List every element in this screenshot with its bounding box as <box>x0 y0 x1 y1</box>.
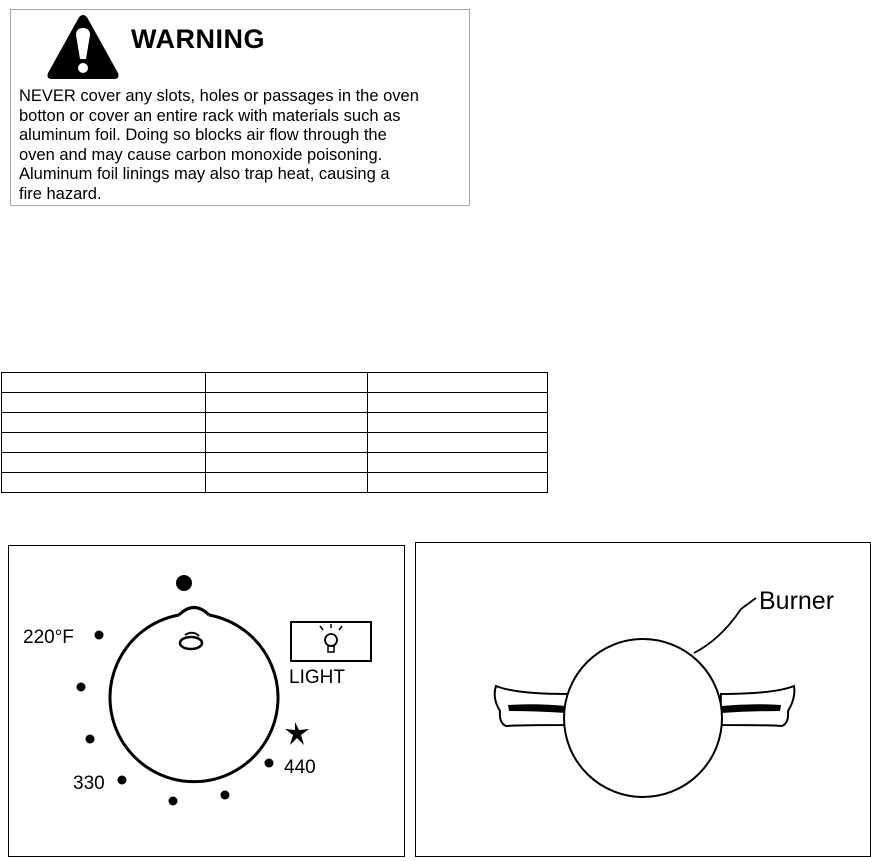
temp-mark <box>95 631 104 640</box>
table-row <box>2 373 548 393</box>
light-bulb-icon <box>320 624 342 652</box>
warning-notice <box>10 9 470 206</box>
temp-label-low: 220°F <box>23 627 74 648</box>
warning-line: aluminum foil. Doing so blocks air flow through the <box>19 126 387 144</box>
temp-mark <box>221 791 230 800</box>
burner-wing-left <box>495 686 568 726</box>
warning-title: WARNING <box>131 24 265 54</box>
burner-circle <box>564 639 722 797</box>
light-label: LIGHT <box>289 667 345 688</box>
knob-pointer-icon <box>180 637 202 649</box>
table-row <box>2 473 548 493</box>
off-position-dot <box>176 575 192 591</box>
table-row <box>2 393 548 413</box>
exclamation-triangle-icon <box>45 13 121 81</box>
blank-table <box>1 372 548 493</box>
warning-text <box>19 87 465 204</box>
temp-label-high: 440 <box>284 757 316 778</box>
temp-mark <box>169 797 178 806</box>
warning-line: fire hazard. <box>19 184 102 203</box>
broil-star-icon <box>285 722 309 745</box>
table-row <box>2 453 548 473</box>
temp-label-mid: 330 <box>73 773 105 794</box>
table-row <box>2 413 548 433</box>
warning-line: NEVER cover any slots, holes or passages in the oven <box>19 87 419 105</box>
warning-line: botton or cover an entire rack with materials such as <box>19 106 401 125</box>
temp-mark <box>86 735 95 744</box>
burner-diagram <box>415 542 871 857</box>
table-row <box>2 433 548 453</box>
temp-mark <box>77 683 86 692</box>
burner-wing-right <box>720 686 794 726</box>
warning-line: oven and may cause carbon monoxide poisoning. <box>19 145 383 164</box>
light-indicator <box>291 622 371 661</box>
temp-mark <box>265 759 274 768</box>
burner-label: Burner <box>759 587 835 615</box>
oven-knob-diagram <box>8 545 405 857</box>
burner-leader-line <box>694 598 756 653</box>
knob-dial <box>110 608 278 782</box>
temp-mark <box>118 776 127 785</box>
warning-line: Aluminum foil linings may also trap heat, causing a <box>19 165 390 183</box>
